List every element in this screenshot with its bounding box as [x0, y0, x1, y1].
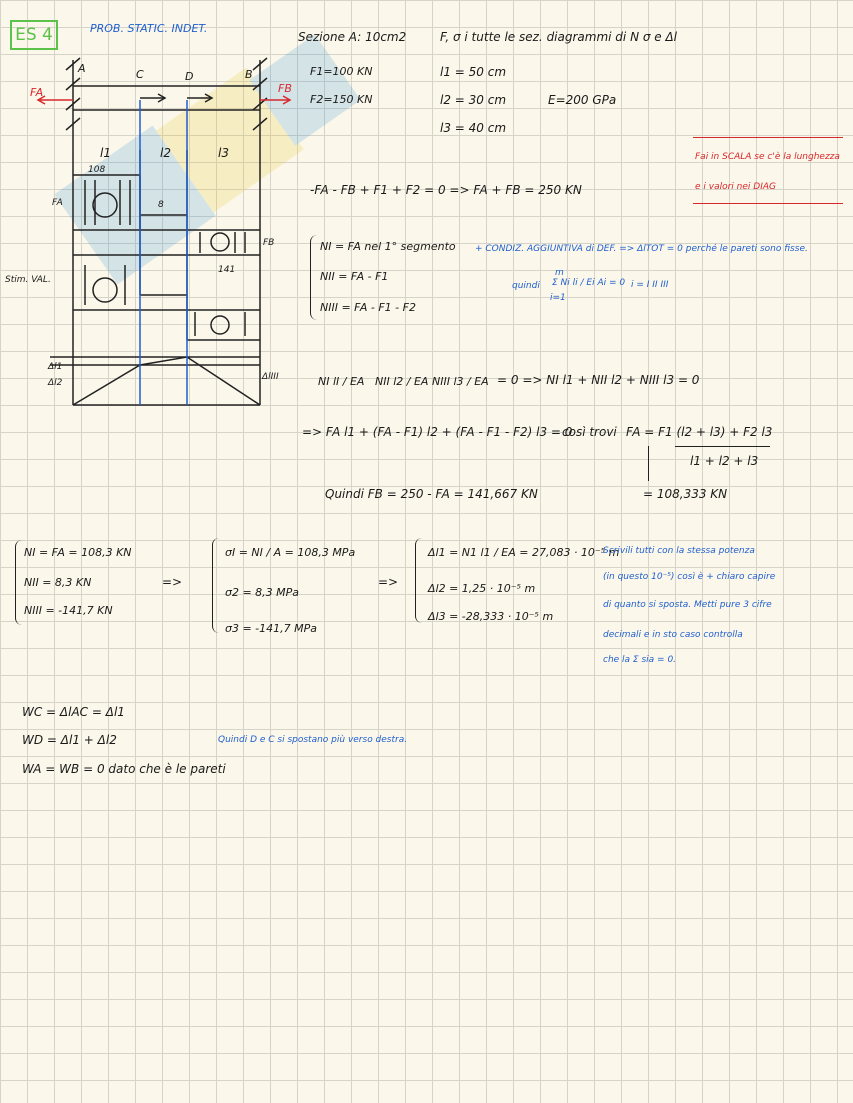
- compat-term-2: NII l2 / EA: [375, 375, 429, 388]
- result-s1: σI = NI / A = 108,3 MPa: [225, 546, 356, 559]
- result-n2: NII = 8,3 KN: [24, 576, 92, 589]
- point-a: A: [78, 62, 86, 75]
- power-note-2: (in questo 10⁻⁵) così è + chiaro capire: [603, 572, 776, 582]
- result-d1: Δl1 = N1 l1 / EA = 27,083 · 10⁻⁵ m: [428, 546, 620, 559]
- n-value-141: 141: [218, 265, 236, 275]
- disp-note: Quindi D e C si spostano più verso destra.: [218, 735, 408, 745]
- sum-index: i = I II III: [631, 280, 669, 290]
- fa-side-label: FA: [52, 198, 63, 208]
- side-label: Stim. VAL.: [5, 275, 51, 285]
- power-note-5: che la Σ sia = 0.: [603, 655, 677, 665]
- disp-wd: WD = Δl1 + Δl2: [22, 733, 117, 747]
- equilibrium-eq: -FA - FB + F1 + F2 = 0 => FA + FB = 250 KN: [310, 183, 582, 197]
- given-f2: F2=150 KN: [310, 93, 373, 106]
- power-note-1: Scrivili tutti con la stessa potenza: [603, 546, 755, 556]
- fb-side-label: FB: [263, 238, 275, 248]
- dl1-label: Δl1: [48, 362, 63, 372]
- compat-term-3: NIII l3 / EA: [432, 375, 489, 388]
- arrow-1: =>: [162, 575, 183, 589]
- arrow-2: =>: [378, 575, 399, 589]
- fa-eq-lhs: => FA l1 + (FA - F1) l2 + (FA - F1 - F2) l3 = 0: [302, 425, 573, 439]
- result-d2: Δl2 = 1,25 · 10⁻⁵ m: [428, 582, 536, 595]
- given-l2: l2 = 30 cm: [440, 93, 507, 107]
- fa-eq-den: l1 + l2 + l3: [690, 454, 759, 468]
- result-n1: NI = FA = 108,3 KN: [24, 546, 132, 559]
- normal-n1: NI = FA nel 1° segmento: [320, 240, 456, 253]
- given-request: F, σ i tutte le sez. diagrammi di N σ e Δl: [440, 30, 678, 44]
- disp-wa-wb: WA = WB = 0 dato che è le pareti: [22, 762, 226, 776]
- result-s3: σ3 = -141,7 MPa: [225, 622, 318, 635]
- scale-note-line1: Fai in SCALA se c'è la lunghezza: [695, 152, 840, 162]
- point-c: C: [136, 68, 144, 81]
- sum-bottom: i=1: [550, 293, 566, 303]
- n-value-108: 108: [88, 165, 106, 175]
- given-area: Sezione A: 10cm2: [298, 30, 407, 44]
- fa-eq-num: FA = F1 (l2 + l3) + F2 l3: [626, 425, 773, 439]
- disp-wc: WC = ΔlAC = Δl1: [22, 705, 125, 719]
- compat-term-1: NI lI / EA: [318, 375, 365, 388]
- power-note-3: di quanto si sposta. Metti pure 3 cifre: [603, 600, 772, 610]
- fa-eq-mid: così trovi: [562, 425, 617, 439]
- segment-l2: l2: [160, 146, 171, 160]
- segment-l3: l3: [218, 146, 229, 160]
- dl-diagram-label: ΔlIII: [262, 372, 279, 382]
- result-s2: σ2 = 8,3 MPa: [225, 586, 300, 599]
- compat-rest: = 0 => NI l1 + NII l2 + NIII l3 = 0: [497, 373, 700, 387]
- dl2-label: Δl2: [48, 378, 63, 388]
- given-l1: l1 = 50 cm: [440, 65, 507, 79]
- exercise-badge: ES 4: [10, 20, 58, 50]
- given-l3: l3 = 40 cm: [440, 121, 507, 135]
- reaction-fb: FB: [278, 82, 292, 95]
- exercise-title: PROB. STATIC. INDET.: [90, 22, 208, 35]
- given-e: E=200 GPa: [548, 93, 617, 107]
- fb-eq: Quindi FB = 250 - FA = 141,667 KN: [325, 487, 538, 501]
- fa-eq-result: = 108,333 KN: [643, 487, 728, 501]
- result-d3: Δl3 = -28,333 · 10⁻⁵ m: [428, 610, 554, 623]
- result-n3: NIII = -141,7 KN: [24, 604, 113, 617]
- point-b: B: [245, 68, 253, 81]
- given-f1: F1=100 KN: [310, 65, 373, 78]
- n-value-8: 8: [158, 200, 164, 210]
- scale-note-line2: e i valori nei DIAG: [695, 182, 776, 192]
- normal-n2: NII = FA - F1: [320, 270, 389, 283]
- segment-l1: l1: [100, 146, 111, 160]
- reaction-fa: FA: [30, 86, 44, 99]
- sum-pre: quindi: [512, 281, 540, 291]
- point-d: D: [185, 70, 194, 83]
- sum-eq: Σ Ni li / Ei Ai = 0: [552, 278, 626, 288]
- sum-top: m: [555, 268, 564, 278]
- compat-note: + CONDIZ. AGGIUNTIVA di DEF. => ΔlTOT = 0 perché le pareti sono fisse.: [475, 244, 808, 254]
- normal-n3: NIII = FA - F1 - F2: [320, 301, 416, 314]
- power-note-4: decimali e in sto caso controlla: [603, 630, 743, 640]
